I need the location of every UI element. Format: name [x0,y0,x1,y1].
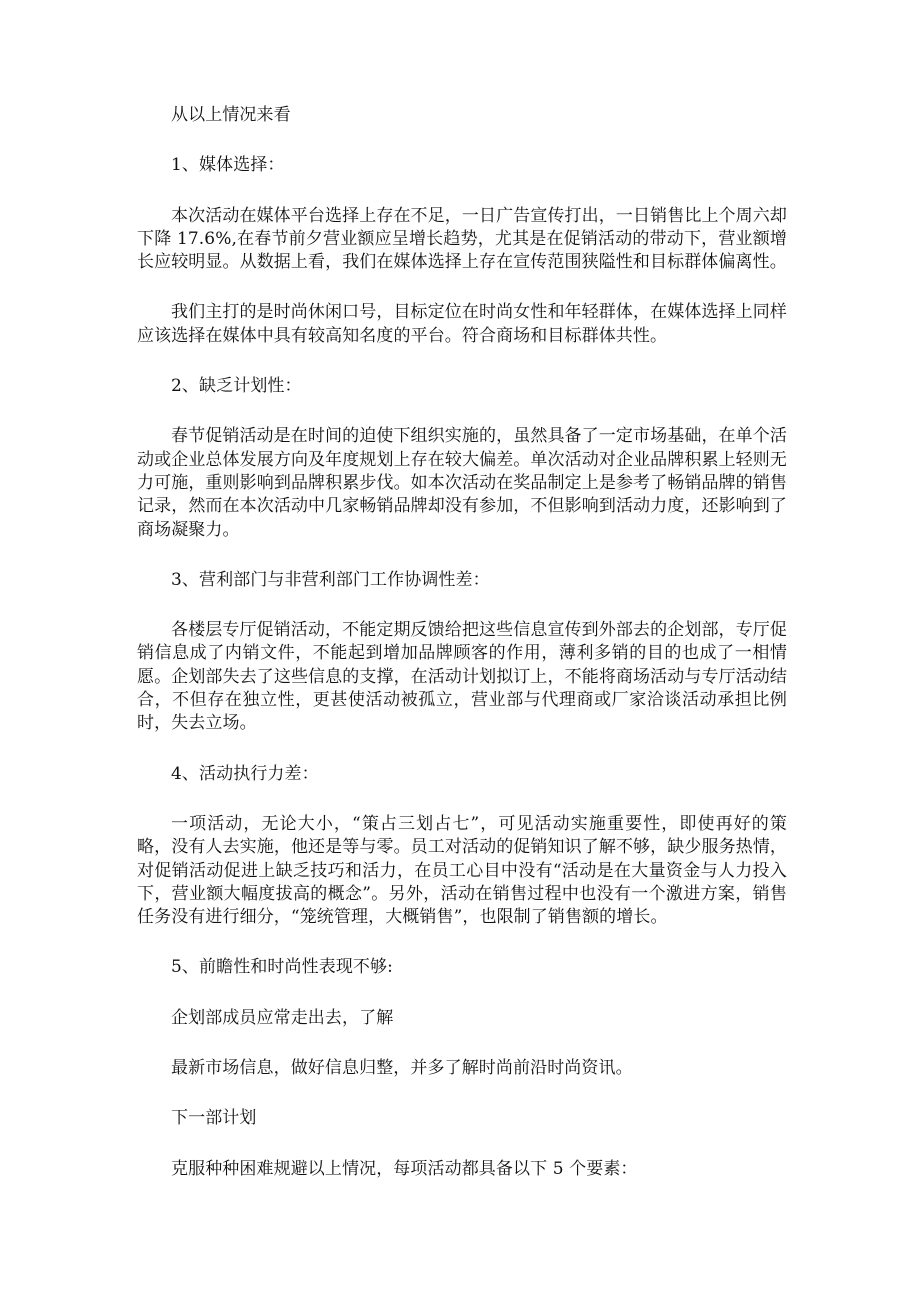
paragraph-execution: 一项活动，无论大小，“策占三划占七”，可见活动实施重要性，即使再好的策略，没有人去实施，他还是等与零。员工对活动的促销知识了解不够，缺少服务热情，对促销活动促进上缺乏技巧和活力，在员工心目中没有“活动是在大量资金与人力投入下，营业额大幅度拔高的概念”。另外，活动在销售过程中也没有一个激进方案，销售任务没有进行细分，“笼统管理，大概销售”，也限制了销售额的增长。 [137,813,787,928]
section-heading-foresight: 5、前瞻性和时尚性表现不够: [171,957,393,978]
paragraph-media-1: 本次活动在媒体平台选择上存在不足，一日广告宣传打出，一日销售比上个周六却下降 17.6%,在春节前夕营业额应呈增长趋势，尤其是在促销活动的带动下，营业额增长应较明显。从数据上看，我们在媒体选择上存在宣传范围狭隘性和目标群体偏离性。 [137,205,787,273]
intro-line: 从以上情况来看 [171,105,291,125]
paragraph-foresight-2: 最新市场信息，做好信息归整，并多了解时尚前沿时尚资讯。 [171,1058,633,1079]
section-heading-planning: 2、缺乏计划性： [171,376,302,397]
paragraph-media-2: 我们主打的是时尚休闲口号，目标定位在时尚女性和年轻群体，在媒体选择上同样应该选择在媒体中具有较高知名度的平台。符合商场和目标群体共性。 [137,302,787,346]
document-body [137,104,787,1181]
section-heading-coordination: 3、营利部门与非营利部门工作协调性差： [171,569,490,590]
paragraph-next-plan: 克服种种困难规避以上情况，每项活动都具备以下 5 个要素： [171,1158,638,1179]
paragraph-planning: 春节促销活动是在时间的迫使下组织实施的，虽然具备了一定市场基础，在单个活动或企业总体发展方向及年度规划上存在较大偏差。单次活动对企业品牌积累上轻则无力可施，重则影响到品牌积累步伐。如本次活动在奖品制定上是参考了畅销品牌的销售记录，然而在本次活动中几家畅销品牌却没有参加，不但影响到活动力度，还影响到了商场凝聚力。 [137,426,787,540]
section-heading-next-plan: 下一部计划 [171,1108,257,1129]
section-heading-media: 1、媒体选择： [171,155,285,176]
paragraph-foresight-1: 企划部成员应常走出去，了解 [171,1007,394,1028]
section-heading-execution: 4、活动执行力差： [171,763,319,784]
paragraph-coordination: 各楼层专厅促销活动，不能定期反馈给把这些信息宣传到外部去的企划部，专厅促销信息成了内销文件，不能起到增加品牌顾客的作用，薄利多销的目的也成了一相情愿。企划部失去了这些信息的支撑，在活动计划拟订上，不能将商场活动与专厅活动结合，不但存在独立性，更甚使活动被孤立，营业部与代理商或厂家洽谈活动承担比例时，失去立场。 [137,620,787,734]
